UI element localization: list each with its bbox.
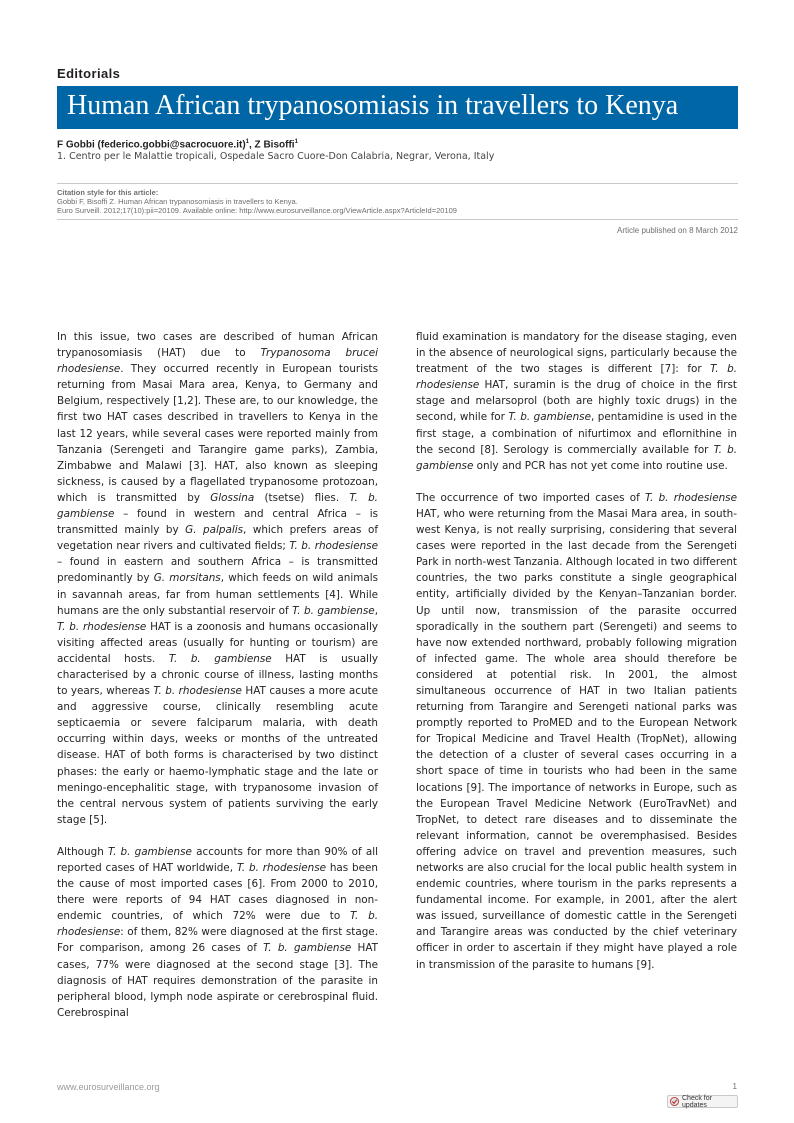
paragraph: The occurrence of two imported cases of T. b. rhodesiense HAT, who were returning from the Masai Mara area, in south-west Kenya, is not really surprising, considering that several cases were reported in the last decade from the Serengeti Park in north-west Tanzania. Although located in two different countries, the two parks constitute a single geographical entity, artificially divided by the Kenyan–Tanzanian border. Up until now, transmission of the parasite occurred sporadically in the southern part (Serengeti) and seems to have now extended northward, probably following migration of infected game. The whole area should therefore be considered at potential risk. In 2001, the almost simultaneous occurrence of HAT in two Italian patients returning from Tarangire and Serengeti national parks was promptly reported to ProMED and to the European Network for Tropical Medicine and Travel Health (TropNet), allowing the detection of a cluster of several cases occurring in a short space of time in tourists who had been in the same locations [9]. The importance of networks in Europe, such as the European Travel Medicine Network (EuroTravNet) and TropNet, to detect rare diseases and to disseminate the relevant information, cannot be overemphasised. Besides offering advice on travel and prevention measures, such networks are also crucial for the local public health system in endemic countries, where tourism in the parks represents a fundamental income. For example, in 2001, after the alert was issued, surveillance of domestic cattle in the Serengeti and Tarangire areas was conducted by the chief veterinary officer in order to ascertain if they might have played a role in transmission of the parasite to humans [9]. xyxy=(416,491,737,971)
affiliation: 1. Centro per le Malattie tropicali, Ospedale Sacro Cuore-Don Calabria, Negrar, Verona, Italy xyxy=(57,151,495,162)
footer-url[interactable]: www.eurosurveillance.org xyxy=(57,1082,160,1092)
paragraph: fluid examination is mandatory for the disease staging, even in the absence of neurological signs, particularly because the treatment of the two stages is different [7]: for T. b. rhodesiense HAT, suramin is the drug of choice in the first stage and melarsoprol (both are highly toxic drugs) in the second, while for T. b. gambiense, pentamidine is used in the first stage, a combination of nifurtimox and eflornithine in the second [8]. Serology is commercially available for T. b. gambiense only and PCR has not yet come into routine use. xyxy=(416,331,737,472)
paragraph: In this issue, two cases are described of human African trypanosomiasis (HAT) due to Trypanosoma brucei rhodesiense. They occurred recently in European tourists returning from Masai Mara area, Kenya, to Germany and Belgium, respectively [1,2]. These are, to our knowledge, the first two HAT cases described in travellers to Kenya in the last 12 years, while several cases were reported mainly from Tanzania (Serengeti and Tarangire game parks), Zambia, Zimbabwe and Malawi [3]. HAT, also known as sleeping sickness, is caused by a flagellated trypanosome protozoan, which is transmitted by Glossina (tsetse) flies. T. b. gambiense – found in western and central Africa – is transmitted mainly by G. palpalis, which prefers areas of vegetation near rivers and cultivated fields; T. b. rhodesiense – found in eastern and southern Africa – is transmitted predominantly by G. morsitans, which feeds on wild animals in savannah areas, far from human settlements [4]. While humans are the only substantial reservoir of T. b. gambiense, T. b. rhodesiense HAT is a zoonosis and humans occasionally visiting affected areas (usually for hunting or tourism) are accidental hosts. T. b. gambiense HAT is usually characterised by a chronic course of illness, lasting months to years, whereas T. b. rhodesiense HAT causes a more acute and aggressive course, clinically resembling acute septicaemia or severe falciparum malaria, with death occurring within days, weeks or months of the untreated disease. HAT of both forms is characterised by two distinct phases: the early or haemo-lymphatic stage and the late or meningo-encephalitic stage, with trypanosome invasion of the central nervous system of patients surviving the early stage [5]. xyxy=(57,331,379,826)
body-column-left xyxy=(57,329,378,1037)
updates-icon xyxy=(670,1097,679,1106)
title-bar xyxy=(57,86,738,129)
citation-heading: Citation style for this article: xyxy=(57,188,159,197)
divider-top xyxy=(57,183,738,184)
article-title: Human African trypanosomiasis in travellers to Kenya xyxy=(67,90,679,121)
check-for-updates-button[interactable] xyxy=(667,1095,738,1108)
updates-label: Check for updates xyxy=(682,1094,712,1109)
citation-block xyxy=(57,188,457,215)
page-number: 1 xyxy=(732,1082,737,1091)
published-date: Article published on 8 March 2012 xyxy=(617,226,738,235)
citation-line[interactable]: Euro Surveill. 2012;17(10):pii=20109. Available online: http://www.eurosurveillance.org/ViewArticle.aspx?ArticleId=20109 xyxy=(57,206,457,215)
paragraph: Although T. b. gambiense accounts for more than 90% of all reported cases of HAT worldwide, T. b. rhodesiense has been the cause of most imported cases [6]. From 2000 to 2010, there were reports of 94 HAT cases diagnosed in non- endemic countries, of which 72% were due to T. b. rhodesiense: of them, 82% were diagnosed at the first stage. For comparison, among 26 cases of T. b. gambiense HAT cases, 77% were diagnosed at the second stage [3]. The diagnosis of HAT requires demonstration of the parasite in peripheral blood, lymph node aspirate or cerebrospinal fluid. Cerebrospinal xyxy=(57,845,379,1019)
citation-line: Gobbi F, Bisoffi Z. Human African trypanosomiasis in travellers to Kenya. xyxy=(57,197,298,206)
body-column-right xyxy=(416,329,737,989)
section-label: Editorials xyxy=(57,66,121,81)
divider-bottom xyxy=(57,219,738,220)
authors: F Gobbi (federico.gobbi@sacrocuore.it)$^1$, Z Bisoffi$^1$ xyxy=(57,139,298,151)
